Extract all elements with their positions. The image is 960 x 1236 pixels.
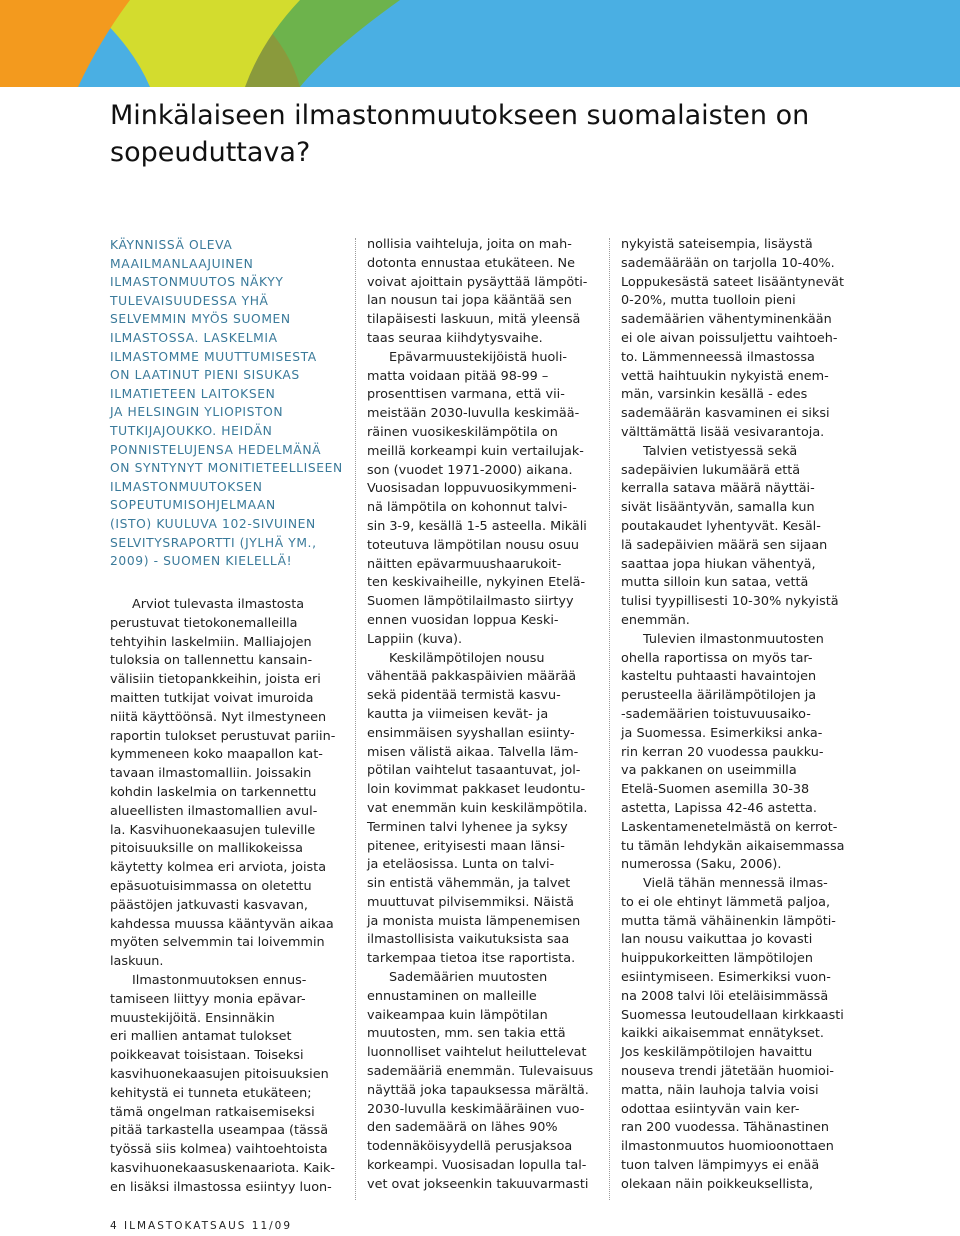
text-line: Lappiin (kuva).: [367, 631, 463, 647]
text-line: nä lämpötila on kohonnut talvi-: [367, 500, 568, 516]
text-line: Keskilämpötilojen nousu: [389, 650, 545, 666]
text-line: Epävarmuustekijöistä huoli-: [389, 349, 568, 365]
lead-paragraph: [110, 236, 346, 571]
text-line: nollisia vaihteluja, joita on mah-: [367, 237, 572, 252]
text-line: välttämättä lisää vesivarantoja.: [621, 424, 825, 440]
text-line: Ilmastonmuutoksen ennus-: [132, 972, 307, 988]
column-divider: [609, 238, 610, 1200]
text-line: korkeampi. Vuosisadan lopulla tal-: [367, 1158, 587, 1174]
text-line: luonnolliset vaihtelut heiluttelevat: [367, 1045, 587, 1061]
text-line: päästöjen jatkuvasti kasvavan,: [110, 897, 308, 913]
text-line: kaikki aikaisemmat ennätykset.: [621, 1026, 824, 1042]
text-line: Terminen talvi lyhenee ja syksy: [367, 819, 568, 835]
text-line: ILMATIETEEN LAITOKSEN: [110, 386, 276, 401]
text-line: vähentää pakkaspäivien määrää: [367, 669, 577, 685]
text-line: voivat ajoittain pysäyttää lämpöti-: [367, 274, 588, 290]
text-line: Loppukesästä sateet lisääntynevät: [621, 274, 844, 290]
page-title: Minkälaiseen ilmastonmuutokseen suomalaisten on sopeuduttava?: [110, 100, 810, 168]
text-line: ei ole aivan poissuljettu vaihtoeh-: [621, 330, 838, 346]
text-line: meillä korkeampi kuin vertailujak-: [367, 443, 584, 459]
text-line: poikkeavat toisistaan. Toiseksi: [110, 1048, 304, 1064]
text-line: ilmastollisista vaikutuksista saa: [367, 932, 570, 948]
text-line: SOPEUTUMISOHJELMAAN: [110, 498, 276, 513]
text-line: vettä haihtuukin nykyistä enem-: [621, 368, 829, 384]
text-line: räinen vuosikeskilämpötila on: [367, 424, 558, 440]
text-line: kehitystä ei tunneta etukäteen;: [110, 1085, 312, 1101]
column-divider: [355, 238, 356, 1200]
text-line: Suomen lämpötilailmasto siirtyy: [367, 594, 574, 610]
text-line: matta voidaan pitää 98-99 –: [367, 368, 549, 384]
text-line: perustuvat tietokonemalleilla: [110, 615, 298, 631]
text-line: eri mallien antamat tulokset: [110, 1029, 292, 1045]
text-line: mutta silloin kun sataa, vettä: [621, 575, 809, 591]
text-line: kohdin laskelmia on tarkennettu: [110, 784, 317, 800]
text-line: lan nousun tai jopa kääntää sen: [367, 293, 572, 309]
text-line: tamiseen liittyy monia epävar-: [110, 991, 306, 1007]
text-line: astetta, Lapissa 42-46 astetta.: [621, 800, 817, 816]
text-line: kasteltu puhtaasti havaintojen: [621, 669, 817, 685]
text-line: ja Suomessa. Esimerkiksi anka-: [621, 725, 823, 741]
text-line: sin 3-9, kesällä 1-5 asteella. Mikäli: [367, 518, 587, 534]
text-line: den sademäärä on lähes 90%: [367, 1120, 558, 1136]
text-line: tämä ongelman ratkaisemiseksi: [110, 1104, 315, 1120]
text-line: na 2008 talvi löi eteläisimmässä: [621, 988, 829, 1004]
text-line: esiintymiseen. Esimerkiksi vuon-: [621, 970, 831, 986]
text-line: pitää tarkastella useampaa (tässä: [110, 1123, 329, 1139]
text-line: ILMASTONMUUTOKSEN: [110, 479, 263, 494]
text-line: SELVEMMIN MYÖS SUOMEN: [110, 312, 291, 327]
text-line: poutakaudet lyhentyvät. Kesäl-: [621, 518, 821, 534]
text-line: olekaan näin poikkeuksellista,: [621, 1176, 814, 1192]
text-line: vet ovat jokseenkin takuuvarmasti: [367, 1176, 589, 1192]
text-line: pötilan vaihtelut tasaantuvat, jol-: [367, 763, 581, 779]
text-line: ON SYNTYNYT MONITIETEELLISEEN: [110, 461, 343, 476]
text-column-3: [621, 236, 857, 1195]
text-line: tu tämän lehdykän aikaisemmassa: [621, 838, 845, 854]
text-line: niitä käyttöönsä. Nyt ilmestyneen: [110, 709, 327, 725]
text-line: kasvihuonekaasuskenaariota. Kaik-: [110, 1160, 336, 1176]
text-line: nouseva trendi jätetään huomioi-: [621, 1064, 835, 1080]
text-line: SELVITYSRAPORTTI (JYLHÄ YM.,: [110, 535, 317, 550]
text-line: kerralla satava määrä näyttäi-: [621, 481, 815, 497]
text-line: pitoisuuksille on mallikokeissa: [110, 841, 303, 857]
text-line: kymmeneen koko maapallon kat-: [110, 747, 323, 763]
text-line: kahdessa muussa kääntyvän aikaa: [110, 916, 334, 932]
text-line: TULEVAISUUDESSA YHÄ: [110, 293, 269, 308]
text-line: Talvien vetistyessä sekä: [643, 443, 798, 459]
text-line: rin kerran 20 vuodessa paukku-: [621, 744, 824, 760]
text-line: myöten selvemmin tai loivemmin: [110, 935, 325, 951]
text-line: epäsuotuisimmassa on oletettu: [110, 878, 312, 894]
text-line: to ei ole ehtinyt lämmetä paljoa,: [621, 894, 831, 910]
text-line: MAAILMANLAAJUINEN: [110, 256, 254, 271]
text-line: Tulevien ilmastonmuutosten: [643, 631, 824, 647]
text-line: sademäärän kasvaminen ei siksi: [621, 406, 830, 422]
text-column-2: [367, 236, 603, 1195]
text-line: sekä pidentää termistä kasvu-: [367, 688, 561, 704]
text-line: enemmän.: [621, 612, 690, 628]
text-line: ran 200 vuodessa. Tähänastinen: [621, 1120, 829, 1136]
text-line: ennen vuosidan loppua Keski-: [367, 612, 559, 628]
text-line: tavaan ilmastomalliin. Joissakin: [110, 766, 312, 782]
text-line: (ISTO) KUULUVA 102-SIVUINEN: [110, 516, 316, 531]
text-line: matta, näin lauhoja talvia voisi: [621, 1082, 819, 1098]
text-line: la. Kasvihuonekaasujen tuleville: [110, 822, 316, 838]
text-line: muutosten, mm. sen takia että: [367, 1026, 566, 1042]
text-line: tulisi tyypillisesti 10-30% nykyistä: [621, 594, 839, 610]
text-line: tarkempaa tietoa itse raportista.: [367, 951, 576, 967]
text-line: JA HELSINGIN YLIOPISTON: [110, 405, 284, 420]
text-line: raportin tulokset perustuvat pariin-: [110, 728, 336, 744]
text-line: odottaa esiintyvän vain ker-: [621, 1101, 800, 1117]
text-line: välisiin tietopankkeihin, joista eri: [110, 672, 321, 688]
text-line: alueellisten ilmastomallien avul-: [110, 803, 318, 819]
text-line: pitenee, erityisesti maan länsi-: [367, 838, 565, 854]
text-line: sin entistä vähemmän, ja talvet: [367, 876, 571, 892]
text-line: män, varsinkin kesällä - edes: [621, 387, 808, 403]
text-line: ten keskivaiheille, nykyinen Etelä-: [367, 575, 586, 591]
text-line: tehtyihin laskelmiin. Malliajojen: [110, 634, 312, 650]
text-line: Laskentamenetelmästä on kerrot-: [621, 819, 838, 835]
page-footer: 4 ILMASTOKATSAUS 11/09: [110, 1220, 293, 1232]
text-line: taas seuraa kiihdytysvaihe.: [367, 330, 543, 346]
text-line: ennustaminen on malleille: [367, 988, 537, 1004]
text-line: mutta tämä vähäinenkin lämpöti-: [621, 913, 836, 929]
text-line: TUTKIJAJOUKKO. HEIDÄN: [110, 423, 273, 438]
text-line: kasvihuonekaasujen pitoisuuksien: [110, 1066, 329, 1082]
text-line: ON LAATINUT PIENI SISUKAS: [110, 368, 300, 383]
text-line: muuttuvat pilvisemmiksi. Näistä: [367, 894, 574, 910]
text-line: lan nousu vaikuttaa jo kovasti: [621, 932, 813, 948]
text-line: ja monista muista lämpenemisen: [367, 913, 581, 929]
text-line: muustekijöitä. Ensinnäkin: [110, 1010, 275, 1026]
text-column-1: [110, 596, 346, 1198]
text-line: -sademäärien toistuvuusaiko-: [621, 706, 811, 722]
text-line: maitten tutkijat voivat imuroida: [110, 690, 314, 706]
text-line: saattaa jopa hiukan vähentyä,: [621, 556, 816, 572]
text-line: misen välistä aikaa. Talvella läm-: [367, 744, 579, 760]
text-line: Vielä tähän mennessä ilmas-: [643, 876, 828, 892]
text-line: Etelä-Suomen asemilla 30-38: [621, 782, 810, 798]
text-line: sademääriä enemmän. Tulevaisuus: [367, 1064, 594, 1080]
text-line: ilmastonmuutos huomioonottaen: [621, 1139, 834, 1155]
text-line: to. Lämmenneessä ilmastossa: [621, 349, 815, 365]
text-line: sadepäivien lukumäärä että: [621, 462, 801, 478]
text-line: Sademäärien muutosten: [389, 970, 548, 986]
text-line: näitten epävarmuushaarukoit-: [367, 556, 562, 572]
text-line: son (vuodet 1971-2000) aikana.: [367, 462, 573, 478]
text-line: ILMASTOMME MUUTTUMISESTA: [110, 349, 317, 364]
text-line: prosenttisen varmana, että vii-: [367, 387, 565, 403]
text-line: ensimmäisen syyshallan esiinty-: [367, 725, 575, 741]
text-line: vaikeampaa kuin lämpötilan: [367, 1007, 548, 1023]
text-line: kautta ja viimeisen kevät- ja: [367, 706, 549, 722]
text-line: toteutuva lämpötilan nousu osuu: [367, 537, 580, 553]
text-line: Jos keskilämpötilojen havaittu: [621, 1045, 813, 1061]
text-line: sademäärien vähentyminenkään: [621, 312, 832, 328]
text-line: sademäärään on tarjolla 10-40%.: [621, 255, 835, 271]
text-line: 2009) - SUOMEN KIELELLÄ!: [110, 554, 293, 569]
text-line: vat enemmän kuin keskilämpötila.: [367, 800, 588, 816]
text-line: dotonta ennustaa etukäteen. Ne: [367, 255, 575, 271]
text-line: ohella raportissa on myös tar-: [621, 650, 813, 666]
text-line: näyttää joka tapauksessa märältä.: [367, 1082, 589, 1098]
text-line: Suomessa leutoudellaan kirkkaasti: [621, 1007, 844, 1023]
text-line: PONNISTELUJENSA HEDELMÄNÄ: [110, 442, 322, 457]
text-line: todennäköisyydellä perusjaksoa: [367, 1139, 573, 1155]
text-line: sivät lisääntyvän, samalla kun: [621, 500, 815, 516]
text-line: KÄYNNISSÄ OLEVA: [110, 238, 233, 252]
header-banner: [0, 0, 960, 87]
text-line: tuon talven lämpimyys ei enää: [621, 1158, 820, 1174]
text-line: Arviot tulevasta ilmastosta: [132, 597, 305, 612]
text-line: huippukorkeitten lämpötilojen: [621, 951, 813, 967]
text-line: loin kovimmat pakkaset leudontu-: [367, 782, 586, 798]
text-line: numerossa (Saku, 2006).: [621, 857, 782, 873]
text-line: tilapäisesti laskuun, mitä yleensä: [367, 312, 581, 328]
text-line: ja eteläosissa. Lunta on talvi-: [367, 857, 555, 873]
text-line: käytetty kolmea eri arviota, joista: [110, 860, 327, 876]
text-line: 2030-luvulla keskimääräinen vuo-: [367, 1101, 585, 1117]
text-line: ILMASTOSSA. LASKELMIA: [110, 330, 278, 345]
text-line: työssä siis kolmea) vaihtoehtoista: [110, 1142, 328, 1158]
text-line: perusteella äärilämpötilojen ja: [621, 688, 817, 704]
text-line: laskuun.: [110, 954, 164, 970]
text-line: ILMASTONMUUTOS NÄKYY: [110, 275, 284, 290]
text-line: nykyistä sateisempia, lisäystä: [621, 237, 813, 252]
text-line: meistään 2030-luvulla keskimää-: [367, 406, 580, 422]
text-line: lä sadepäivien määrä sen sijaan: [621, 537, 828, 553]
text-line: va pakkanen on useimmilla: [621, 763, 797, 779]
text-line: tuloksia on tallennettu kansain-: [110, 653, 313, 669]
text-line: 0-20%, mutta tuolloin pieni: [621, 293, 796, 309]
text-line: Vuosisadan loppuvuosikymmeni-: [367, 481, 577, 497]
text-line: en lisäksi ilmastossa esiintyy luon-: [110, 1179, 332, 1195]
